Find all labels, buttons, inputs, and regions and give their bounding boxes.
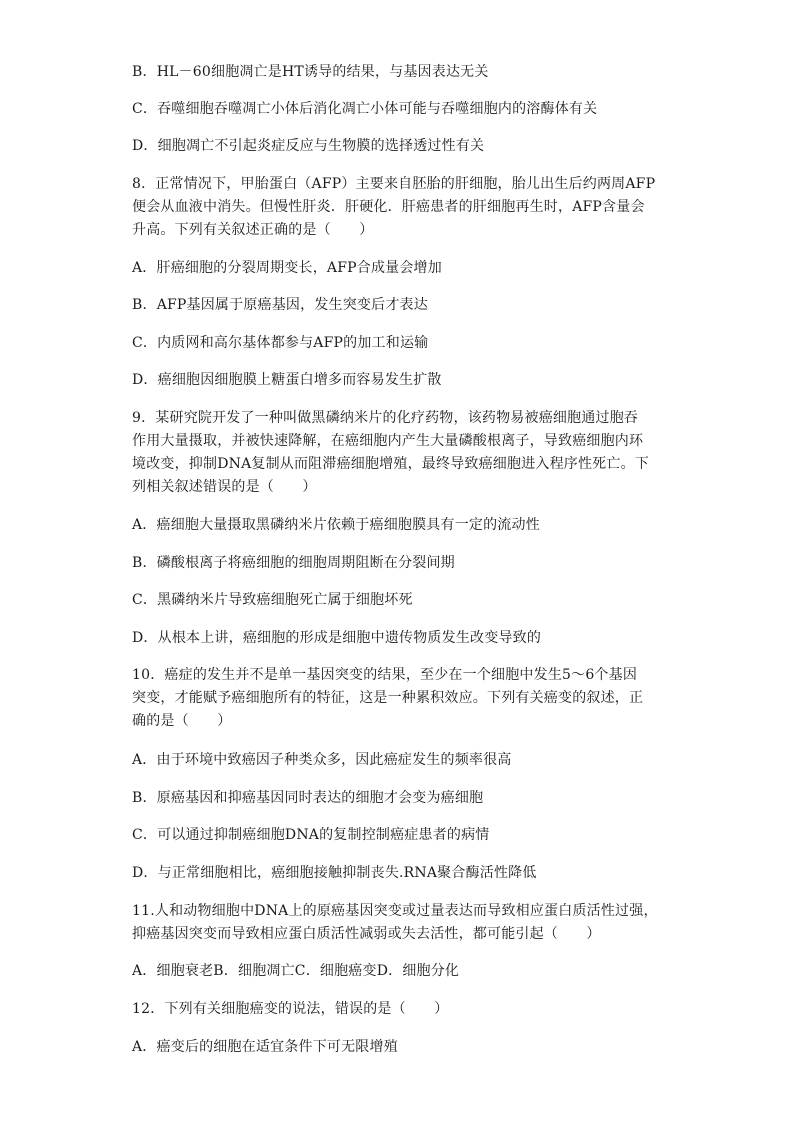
- option-9d: D．从根本上讲，癌细胞的形成是细胞中遗传物质发生改变导致的: [132, 630, 542, 646]
- option-10a: A．由于环境中致癌因子种类众多，因此癌症发生的频率很高: [132, 752, 512, 768]
- question-10-stem-line-3: 确的是（ ）: [132, 713, 232, 729]
- option-10c: C．可以通过抑制癌细胞DNA的复制控制癌症患者的病情: [132, 827, 490, 843]
- option-9c: C．黑磷纳米片导致癌细胞死亡属于细胞坏死: [132, 592, 413, 608]
- option-12a: A．癌变后的细胞在适宜条件下可无限增殖: [132, 1039, 398, 1055]
- question-8-stem-line-1: 8．正常情况下，甲胎蛋白（AFP）主要来自胚胎的肝细胞，胎儿出生后约两周AFP: [132, 176, 656, 192]
- option-8c: C．内质网和高尔基体都参与AFP的加工和运输: [132, 335, 429, 351]
- option-8b: B．AFP基因属于原癌基因，发生突变后才表达: [132, 297, 428, 313]
- question-11-stem-line-2: 抑癌基因突变而导致相应蛋白质活性减弱或失去活性，都可能引起（ ）: [132, 926, 601, 942]
- question-11-options: A．细胞衰老B．细胞凋亡C．细胞癌变D．细胞分化: [132, 963, 460, 979]
- option-7d: D．细胞凋亡不引起炎症反应与生物膜的选择透过性有关: [132, 138, 485, 154]
- question-9-stem-line-1: 9．某研究院开发了一种叫做黑磷纳米片的化疗药物，该药物易被癌细胞通过胞吞: [132, 410, 639, 426]
- question-10-stem-line-1: 10．癌症的发生并不是单一基因突变的结果，至少在一个细胞中发生5～6个基因: [132, 667, 638, 683]
- question-9-stem-line-2: 作用大量摄取，并被快速降解，在癌细胞内产生大量磷酸根离子，导致癌细胞内环: [132, 433, 644, 449]
- question-12-stem: 12．下列有关细胞癌变的说法，错误的是（ ）: [132, 1001, 449, 1017]
- question-11-stem-line-1: 11.人和动物细胞中DNA上的原癌基因突变或过量表达而导致相应蛋白质活性过强，: [132, 903, 658, 919]
- option-7c: C．吞噬细胞吞噬凋亡小体后消化凋亡小体可能与吞噬细胞内的溶酶体有关: [132, 101, 598, 117]
- question-8-stem-line-3: 升高。下列有关叙述正确的是（ ）: [132, 222, 374, 238]
- option-9b: B．磷酸根离子将癌细胞的细胞周期阻断在分裂间期: [132, 555, 455, 571]
- option-10d: D．与正常细胞相比，癌细胞接触抑制丧失.RNA聚合酶活性降低: [132, 865, 537, 881]
- option-8a: A．肝癌细胞的分裂周期变长，AFP合成量会增加: [132, 260, 442, 276]
- option-9a: A．癌细胞大量摄取黑磷纳米片依赖于癌细胞膜具有一定的流动性: [132, 517, 540, 533]
- question-9-stem-line-4: 列相关叙述错误的是（ ）: [132, 479, 317, 495]
- question-10-stem-line-2: 突变，才能赋予癌细胞所有的特征，这是一种累积效应。下列有关癌变的叙述，正: [132, 690, 644, 706]
- option-8d: D．癌细胞因细胞膜上糖蛋白增多而容易发生扩散: [132, 372, 442, 388]
- option-7b: B．HL－60细胞凋亡是HT诱导的结果，与基因表达无关: [132, 64, 489, 80]
- question-9-stem-line-3: 境改变，抑制DNA复制从而阻滞癌细胞增殖，最终导致癌细胞进入程序性死亡。下: [132, 456, 649, 472]
- question-8-stem-line-2: 便会从血液中消失。但慢性肝炎．肝硬化．肝癌患者的肝细胞再生时，AFP含量会: [132, 199, 645, 215]
- option-10b: B．原癌基因和抑癌基因同时表达的细胞才会变为癌细胞: [132, 790, 484, 806]
